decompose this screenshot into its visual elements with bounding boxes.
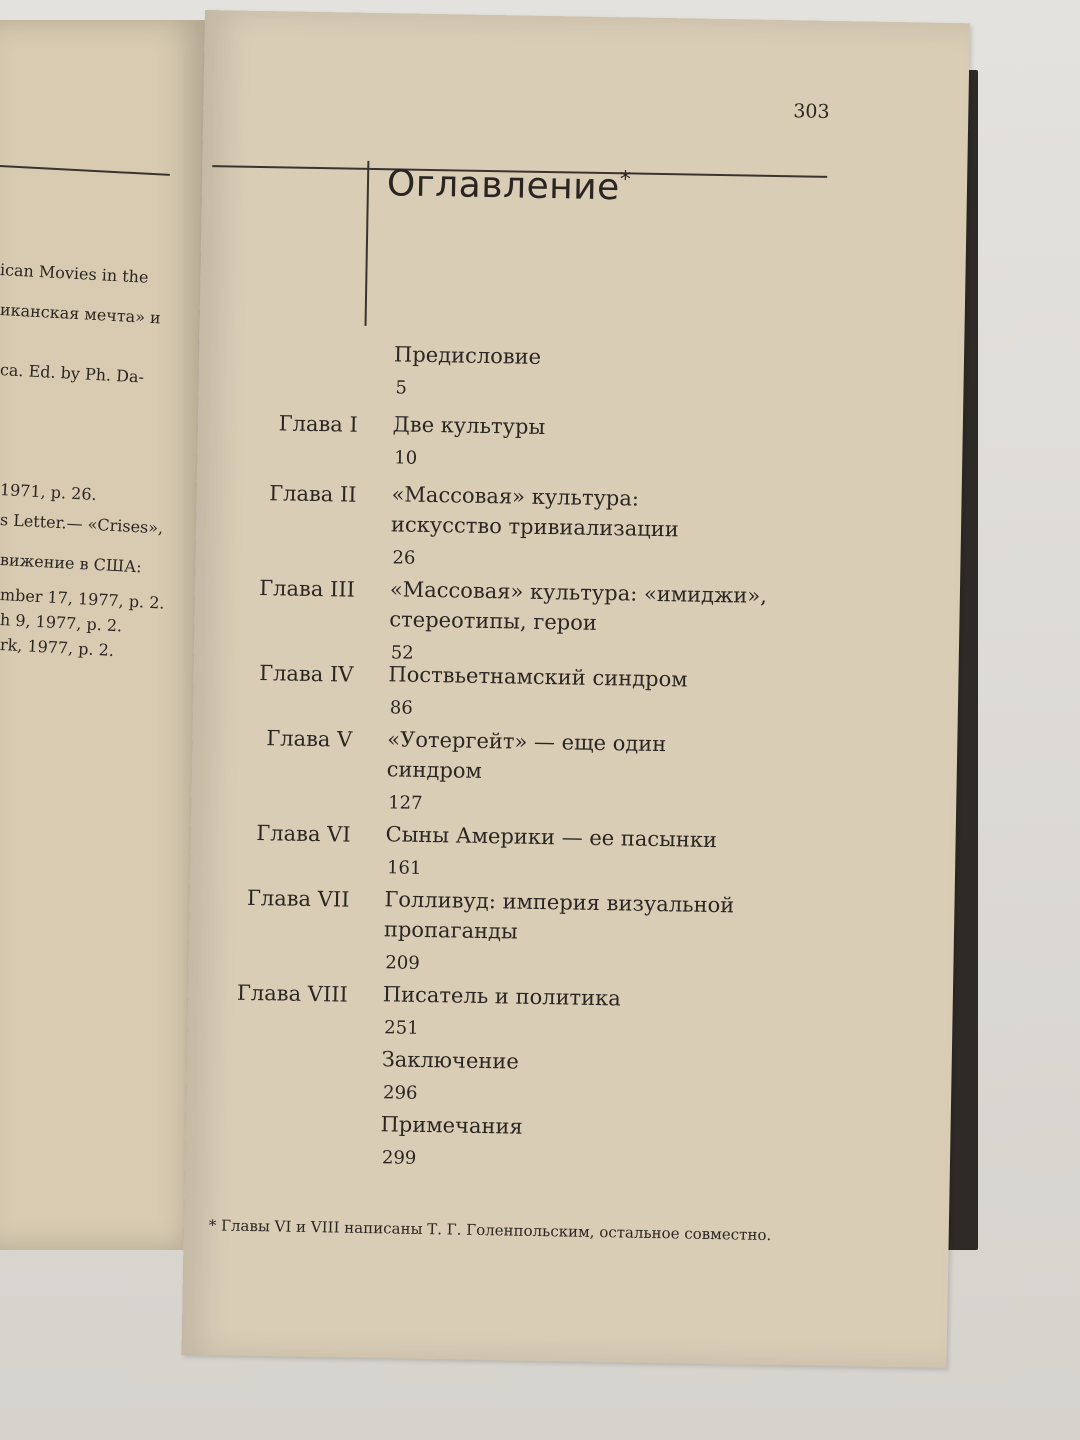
toc-chapter-label: Глава II [268,481,357,507]
toc-chapter-label [187,1045,347,1048]
right-page [182,10,970,1368]
footnote: * Главы VI и VIII написаны Т. Г. Голенпольским, остальное совместно. [208,1216,772,1245]
toc-page-number: 26 [392,547,416,569]
toc-title: Две культуры [392,412,546,439]
left-page-line: ca. Ed. by Ph. Da- [0,360,145,387]
toc-page-number: 10 [394,447,418,469]
left-page-line: вижение в США: [0,550,143,577]
left-page-line: rk, 1977, p. 2. [0,635,115,660]
toc-chapter-label: Глава I [278,411,358,437]
toc-chapter-label: Глава III [259,576,356,602]
toc-chapter-label: Глава VIII [236,980,349,1007]
toc-page-number: 251 [384,1017,419,1039]
left-page-line: 1971, p. 26. [0,480,98,505]
toc-page-number: 299 [381,1147,417,1169]
toc-page-number: 209 [385,952,420,974]
toc-title: «Массовая» культура: «имиджи», стереотипы, герои [389,577,768,635]
toc-title: Заключение [381,1047,519,1074]
heading-footnote-mark: * [619,167,632,193]
toc-title: «Массовая» культура: искусство тривиализации [390,482,679,542]
page-title [387,163,632,208]
toc-chapter-label [199,340,359,343]
toc-title: Сыны Америки — ее пасынки [385,822,718,853]
left-page [0,20,205,1250]
toc-chapter-label: Глава V [266,726,353,752]
toc-page-number: 161 [386,857,422,879]
left-page-line: иканская мечта» и [0,300,162,328]
toc-page-number: 52 [390,642,414,664]
toc-chapter-label [186,1110,346,1113]
toc-chapter-label: Глава VII [246,885,350,912]
heading-vertical-rule [365,161,370,326]
toc-title: Предисловие [393,342,542,369]
left-page-line: s Letter.— «Crises», [0,510,164,538]
toc-page-number: 5 [395,377,408,399]
left-page-line: h 9, 1977, p. 2. [0,610,123,636]
toc-page-number: 86 [389,697,413,719]
toc-page-number: 296 [382,1082,418,1104]
toc-title: Писатель и политика [382,982,622,1011]
toc-title: Голливуд: империя визуальной пропаганды [383,887,735,944]
page-number: 303 [793,100,830,123]
toc-title: Поствьетнамский синдром [388,662,688,692]
left-page-rule [0,165,170,176]
toc-page-number: 127 [388,792,423,814]
left-page-line: mber 17, 1977, p. 2. [0,585,165,613]
heading-text: Оглавление [386,163,621,209]
toc-title: «Уотергейт» — еще один синдром [386,727,667,783]
toc-chapter-label: Глава IV [258,661,354,687]
toc-title: Примечания [380,1112,523,1139]
toc-chapter-label: Глава VI [256,821,351,847]
left-page-line: ican Movies in the [0,260,149,287]
